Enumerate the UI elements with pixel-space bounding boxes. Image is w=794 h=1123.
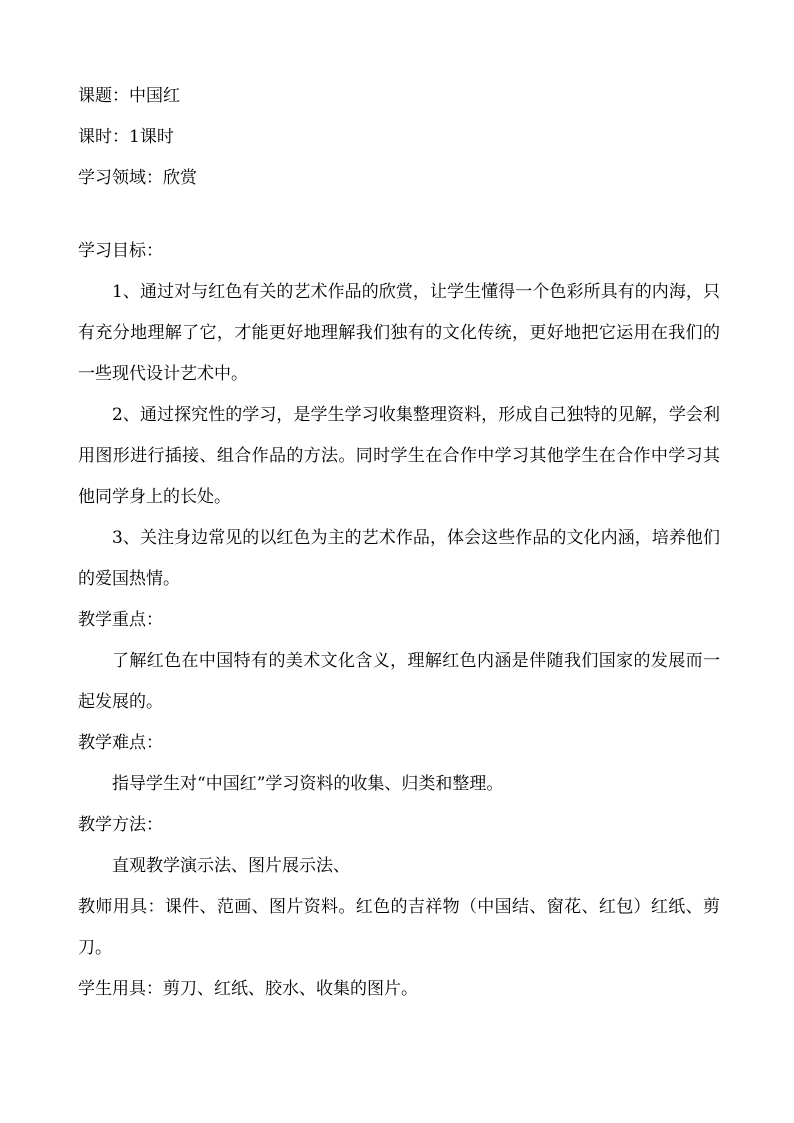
teacher-tools: 教师用具：课件、范画、图片资料。红色的吉祥物（中国结、窗花、红包）红纸、剪刀。 (78, 897, 720, 958)
methods-heading: 教学方法： (78, 815, 163, 835)
learning-field: 学习领域：欣赏 (78, 168, 197, 188)
difficulties-text: 指导学生对“中国红”学习资料的收集、归类和整理。 (112, 774, 504, 794)
objective-item-1: 1、通过对与红色有关的艺术作品的欣赏，让学生懂得一个色彩所具有的内海，只有充分地理解了它，才能更好地理解我们独有的文化传统，更好地把它运用在我们的一些现代设计艺术中。 (78, 282, 720, 384)
lesson-period: 课时：1课时 (78, 127, 174, 147)
key-points-heading: 教学重点： (78, 610, 163, 630)
student-tools: 学生用具：剪刀、红纸、胶水、收集的图片。 (78, 979, 418, 999)
key-points-text: 了解红色在中国特有的美术文化含义，理解红色内涵是伴随我们国家的发展而一起发展的。 (78, 651, 720, 712)
objectives-heading: 学习目标： (78, 241, 163, 261)
methods-text: 直观教学演示法、图片展示法、 (112, 856, 350, 876)
difficulties-heading: 教学难点： (78, 733, 163, 753)
lesson-plan-document (78, 84, 720, 1010)
lesson-topic: 课题：中国红 (78, 86, 180, 106)
objective-item-3: 3、关注身边常见的以红色为主的艺术作品，体会这些作品的文化内涵，培养他们的爱国热情。 (78, 528, 720, 589)
objective-item-2: 2、通过探究性的学习，是学生学习收集整理资料，形成自己独特的见解，学会利用图形进行插接、组合作品的方法。同时学生在合作中学习其他学生在合作中学习其他同学身上的长处。 (78, 405, 720, 507)
